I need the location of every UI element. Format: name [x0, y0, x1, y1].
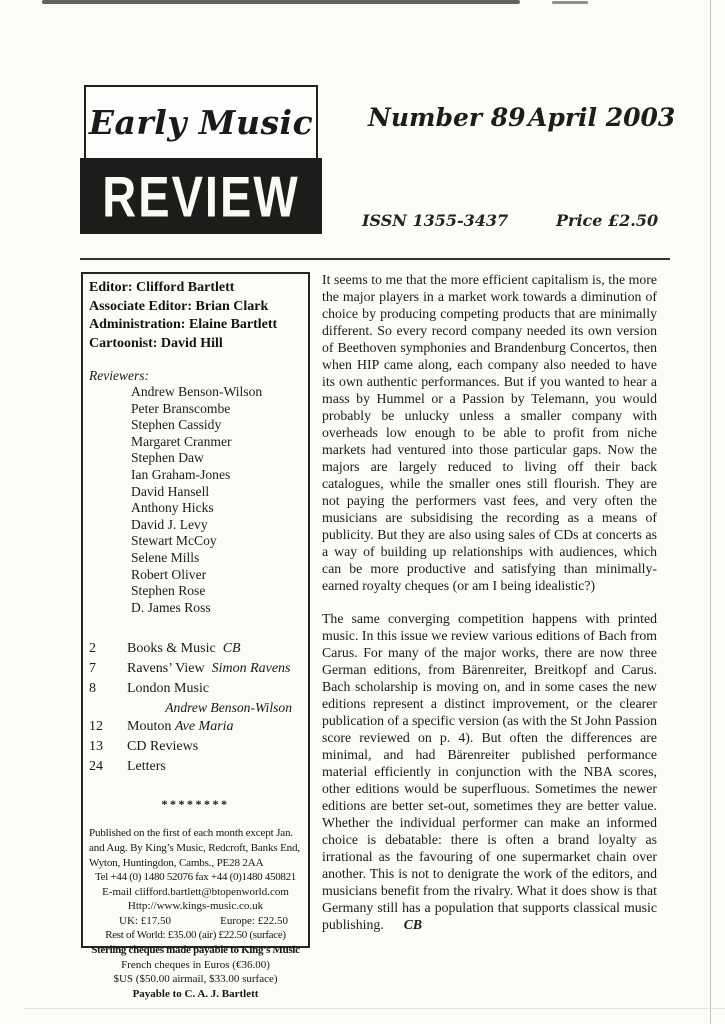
uk-rate: UK: £17.50 — [119, 914, 171, 927]
staff-cartoonist: Cartoonist: David Hill — [89, 335, 223, 351]
issue-number: Number 89 — [368, 103, 526, 132]
logo-review-text: REVIEW — [102, 163, 300, 229]
french-cheques-note: French cheques in Euros (€36.00) — [121, 958, 270, 971]
scan-artifact-top — [552, 1, 588, 4]
toc-title: CD Reviews — [127, 739, 199, 755]
subscription-rates — [89, 914, 302, 929]
toc-title: London Music — [127, 681, 210, 697]
reviewer-name: Peter Branscombe — [131, 400, 231, 416]
table-of-contents — [89, 639, 302, 777]
toc-byline: Simon Ravens — [211, 661, 291, 677]
rest-of-world-rate: Rest of World: £35.00 (air) £22.50 (surface) — [105, 929, 286, 942]
logo-title-text: Early Music — [88, 103, 314, 142]
magazine-logo — [84, 85, 318, 232]
toc-title-italic: Ave Maria — [174, 719, 234, 735]
us-dollars-note: $US ($50.00 airmail, $33.00 surface) — [113, 973, 278, 986]
scan-artifact-right-line — [710, 0, 711, 1024]
header-divider-rule — [80, 258, 670, 260]
website-url: Http://www.kings-music.co.uk — [127, 900, 264, 913]
staff-associate-editor: Associate Editor: Brian Clark — [89, 298, 269, 314]
logo-title-box — [84, 85, 318, 160]
reviewer-name: Anthony Hicks — [131, 500, 214, 516]
toc-page-number: 8 — [89, 681, 96, 697]
payable-to-note: Payable to C. A. J. Bartlett — [132, 987, 259, 1000]
reviewer-name: David Hansell — [131, 483, 210, 499]
toc-title: Books & Music — [127, 641, 216, 657]
reviewer-name: Selene Mills — [131, 549, 200, 565]
toc-title: Letters — [127, 759, 166, 775]
toc-row — [89, 737, 302, 757]
staff-editor: Editor: Clifford Bartlett — [89, 280, 235, 295]
reviewer-name: Robert Oliver — [131, 566, 207, 582]
scan-artifact-top — [42, 0, 520, 4]
publication-info — [89, 826, 302, 1001]
staff-list — [89, 279, 302, 353]
reviewer-name: Ian Graham-Jones — [131, 466, 231, 482]
reviewer-name: Stephen Rose — [131, 583, 206, 599]
toc-row — [89, 757, 302, 777]
editorial-paragraph: It seems to me that the more efficient capitalism is, the more the major players in a market work towards a diminution of choice by producing competing products that are minimally different. So every record company needed its own version of Beethoven symphonies and Brandenburg Concertos, then when HIP came along, each company also needed to have its own authentic performances. But if you wanted to hear a mass by Hummel or a Passion by Telemann, you would probably be unlucky unless a smaller company with overheads low enough to be able to profit from niche markets had ventured into those particular gaps. Now the majors are largely reduced to living off their back catalogues, while the smaller ones still flourish. They are not paying the performers vast fees, and very often the musicians are subsidising the recording as a means of publicity. But they are also using sales of CDs at concerts as a way of building up relationships with audiences, which can be more productive and satisfying than minimally-earned royalty cheques (or am I being idealistic?) — [322, 272, 657, 593]
toc-title: Mouton — [127, 719, 172, 735]
editorial-paragraph — [322, 610, 657, 933]
toc-page-number: 7 — [89, 661, 96, 677]
reviewer-name: Margaret Cranmer — [131, 433, 232, 449]
sterling-cheques-note: Sterling cheques made payable to King’s Music — [91, 944, 300, 957]
reviewer-name: Stephen Cassidy — [131, 417, 222, 433]
toc-row — [89, 659, 302, 679]
scan-artifact-bottom-line — [24, 1008, 725, 1009]
toc-row — [89, 679, 302, 699]
toc-page-number: 12 — [89, 719, 103, 735]
issn: ISSN 1355-3437 — [362, 211, 509, 230]
section-divider-stars: ******** — [161, 797, 230, 812]
toc-byline: Andrew Benson-Wilson — [165, 700, 292, 716]
toc-page-number: 13 — [89, 739, 103, 755]
issue-date: April 2003 — [528, 103, 676, 132]
europe-rate: Europe: £22.50 — [220, 914, 288, 927]
staff-administration: Administration: Elaine Bartlett — [89, 317, 278, 332]
reviewer-name: Andrew Benson-Wilson — [131, 384, 263, 399]
editorial-paragraph-text: The same converging competition happens with printed music. In this issue we review various editions of Bach from Carus. For many of the major works, there are now three German editions, from Bärenreiter, Breitkopf and Carus. Bach scholarship is moving on, and in some cases the new editions represent a distinct improvement, or the clearer publication of a specific version (as with the St John Passion score reviewed on p. 4). But often the differences are minimal, and had Bärenreiter published performance material efficiently in conjunction with the NBA scores, other editions would be superfluous. Sometimes the newer editions are better set-out, sometimes they are better value. Whether the individual performer can make an informed choice is debatable: there is often a brand loyalty as irrational as the favouring of one supermarket chain over another. This is not to denigrate the work of the editors, and musicians benefit from the rivalry. What it does show is that Germany still has a population that supports classical music publishing. — [322, 611, 657, 932]
toc-row — [89, 639, 302, 659]
price: Price £2.50 — [556, 211, 659, 230]
reviewer-name: David J. Levy — [131, 516, 208, 532]
toc-title: Ravens’ View — [127, 661, 205, 677]
reviewers-list — [89, 384, 302, 616]
toc-byline: CB — [222, 641, 241, 657]
toc-page-number: 24 — [89, 759, 103, 775]
telephone-fax: Tel +44 (0) 1480 52076 fax +44 (0)1480 450821 — [95, 871, 296, 884]
toc-page-number: 2 — [89, 641, 96, 657]
email-address: E-mail clifford.bartlett@btopenworld.com — [102, 885, 289, 898]
masthead-info-box — [81, 272, 310, 1000]
reviewer-name: Stephen Daw — [131, 450, 204, 466]
logo-review-box — [82, 160, 320, 232]
editorial-column — [322, 271, 657, 949]
reviewer-name: D. James Ross — [131, 599, 211, 615]
reviewers-label: Reviewers: — [89, 368, 149, 383]
editorial-signoff: CB — [403, 917, 423, 932]
toc-row — [89, 717, 302, 737]
reviewer-name: Stewart McCoy — [131, 533, 217, 549]
publisher-address: Published on the first of each month except Jan. and Aug. By King’s Music, Redcroft, Banks End, Wyton, Huntingdon, Cambs., PE28 2AA — [89, 827, 300, 869]
